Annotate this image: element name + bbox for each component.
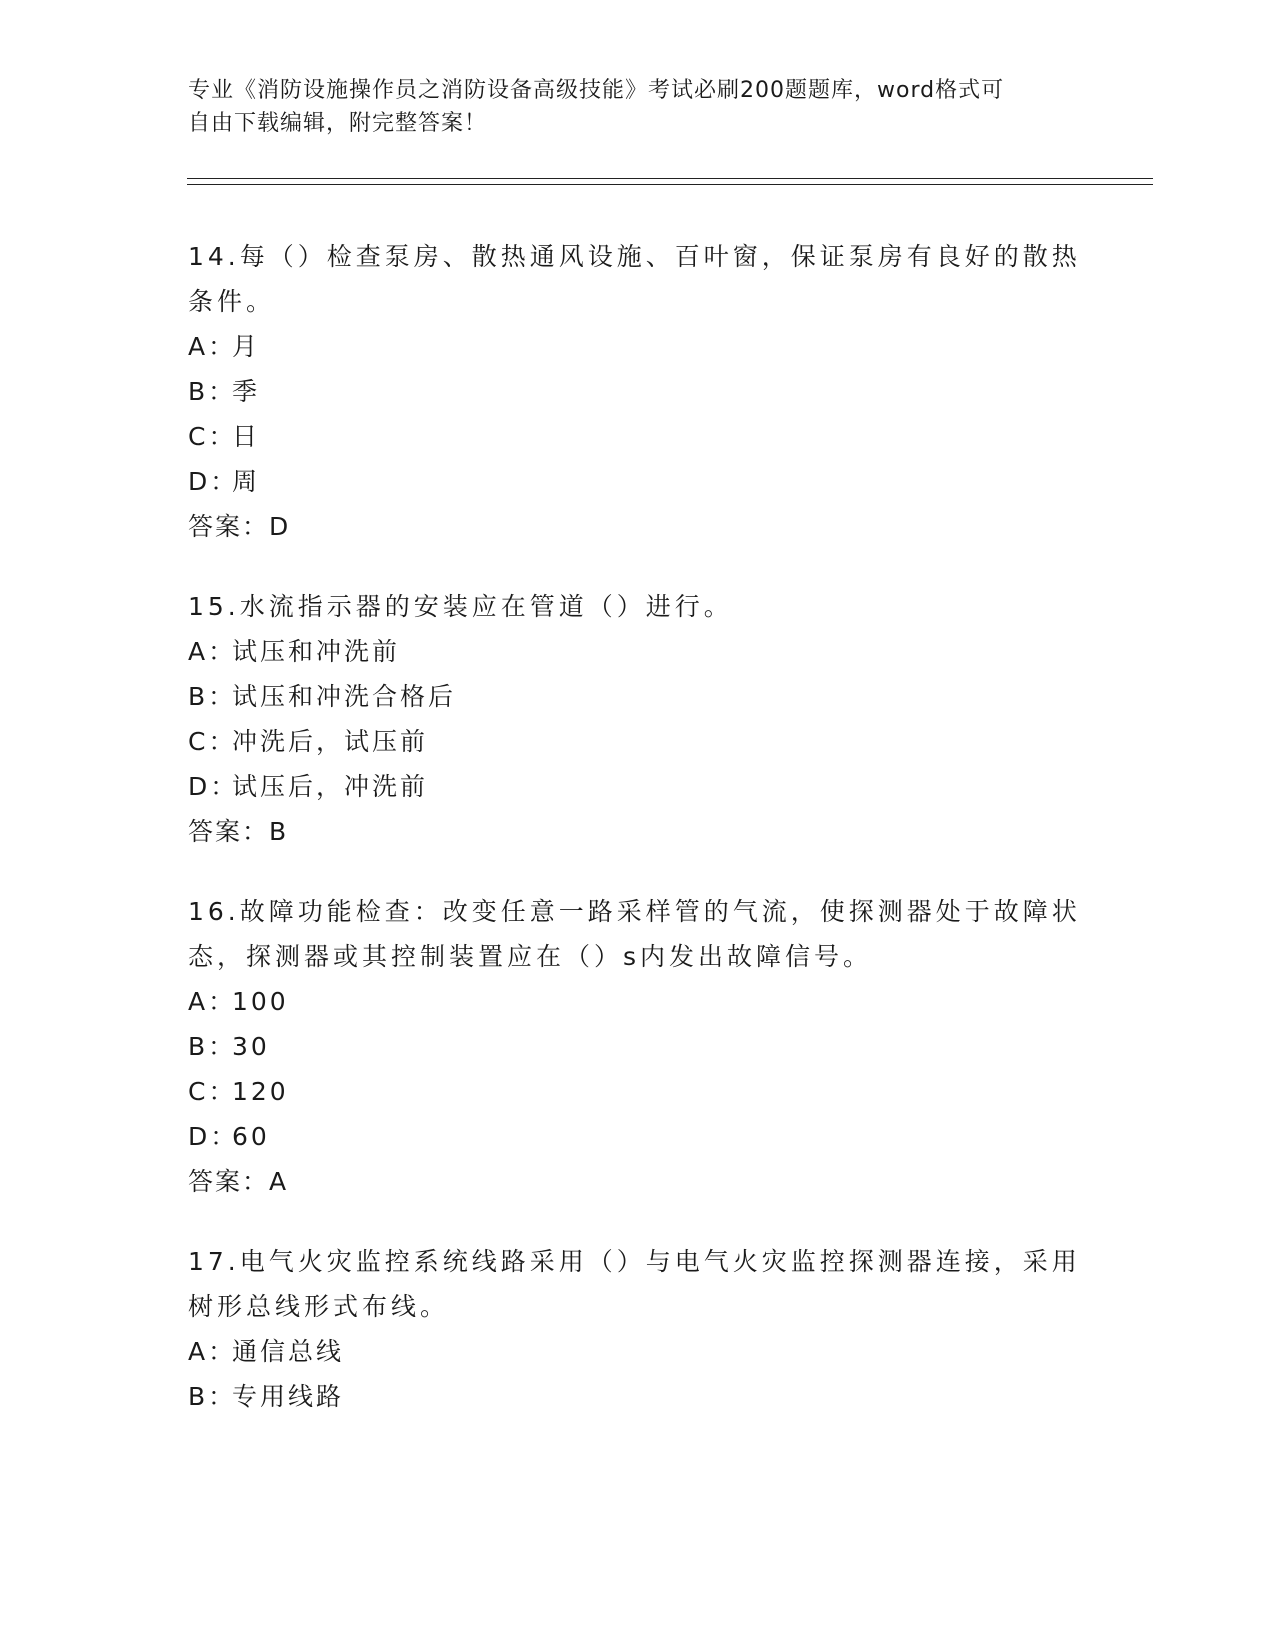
option-text: 30 (232, 1032, 270, 1061)
option-a (188, 324, 1088, 369)
question-15 (188, 584, 1088, 854)
option-letter: A： (188, 637, 237, 666)
option-letter: D： (188, 772, 239, 801)
question-text-line: 条件。 (188, 287, 276, 316)
option-text: 120 (232, 1077, 289, 1106)
header-double-rule (187, 178, 1153, 185)
option-b (188, 1024, 1088, 1069)
question-text-line: 态，探测器或其控制装置应在（）s内发出故障信号。 (188, 942, 873, 971)
option-letter: B： (188, 682, 237, 711)
option-text: 试压和冲洗合格后 (232, 682, 457, 711)
option-letter: C： (188, 1077, 237, 1106)
option-letter: B： (188, 1382, 237, 1411)
question-17 (188, 1239, 1088, 1419)
option-letter: D： (188, 467, 239, 496)
header-line-1: 专业《消防设施操作员之消防设备高级技能》考试必刷200题题库，word格式可 (188, 78, 1005, 103)
option-text: 通信总线 (232, 1337, 345, 1366)
question-16-text (188, 889, 1088, 979)
option-b (188, 674, 1088, 719)
option-letter: A： (188, 332, 237, 361)
question-14 (188, 234, 1088, 549)
question-text-line: 17.电气火灾监控系统线路采用（）与电气火灾监控探测器连接，采用 (188, 1247, 1081, 1276)
question-15-text (188, 584, 1088, 629)
question-text-line: 14.每（）检查泵房、散热通风设施、百叶窗，保证泵房有良好的散热 (188, 242, 1081, 271)
option-b (188, 369, 1088, 414)
option-letter: D： (188, 1122, 239, 1151)
option-text: 100 (232, 987, 289, 1016)
option-text: 周 (232, 467, 261, 496)
option-a (188, 629, 1088, 674)
question-text-line: 16.故障功能检查：改变任意一路采样管的气流，使探测器处于故障状 (188, 897, 1081, 926)
option-letter: B： (188, 377, 237, 406)
option-text: 季 (232, 377, 261, 406)
option-c (188, 414, 1088, 459)
option-text: 试压后，冲洗前 (232, 772, 429, 801)
header-line-2: 自由下载编辑，附完整答案！ (188, 111, 488, 136)
option-text: 专用线路 (232, 1382, 345, 1411)
option-text: 60 (232, 1122, 270, 1151)
question-text-line: 15.水流指示器的安装应在管道（）进行。 (188, 592, 733, 621)
option-text: 冲洗后，试压前 (232, 727, 429, 756)
option-letter: C： (188, 727, 237, 756)
question-16 (188, 889, 1088, 1204)
option-a (188, 979, 1088, 1024)
question-list (188, 234, 1088, 1454)
option-letter: A： (188, 1337, 237, 1366)
option-a (188, 1329, 1088, 1374)
option-letter: C： (188, 422, 237, 451)
option-b (188, 1374, 1088, 1419)
answer-label: 答案：D (188, 512, 291, 541)
option-c (188, 1069, 1088, 1114)
question-14-text (188, 234, 1088, 324)
answer-label: 答案：B (188, 817, 289, 846)
option-letter: A： (188, 987, 237, 1016)
option-letter: B： (188, 1032, 237, 1061)
question-17-text (188, 1239, 1088, 1329)
option-text: 日 (232, 422, 261, 451)
answer-label: 答案：A (188, 1167, 289, 1196)
option-text: 试压和冲洗前 (232, 637, 401, 666)
option-d (188, 764, 1088, 809)
document-header (188, 74, 1088, 140)
option-c (188, 719, 1088, 764)
question-text-line: 树形总线形式布线。 (188, 1292, 450, 1321)
option-d (188, 1114, 1088, 1159)
option-d (188, 459, 1088, 504)
option-text: 月 (232, 332, 261, 361)
